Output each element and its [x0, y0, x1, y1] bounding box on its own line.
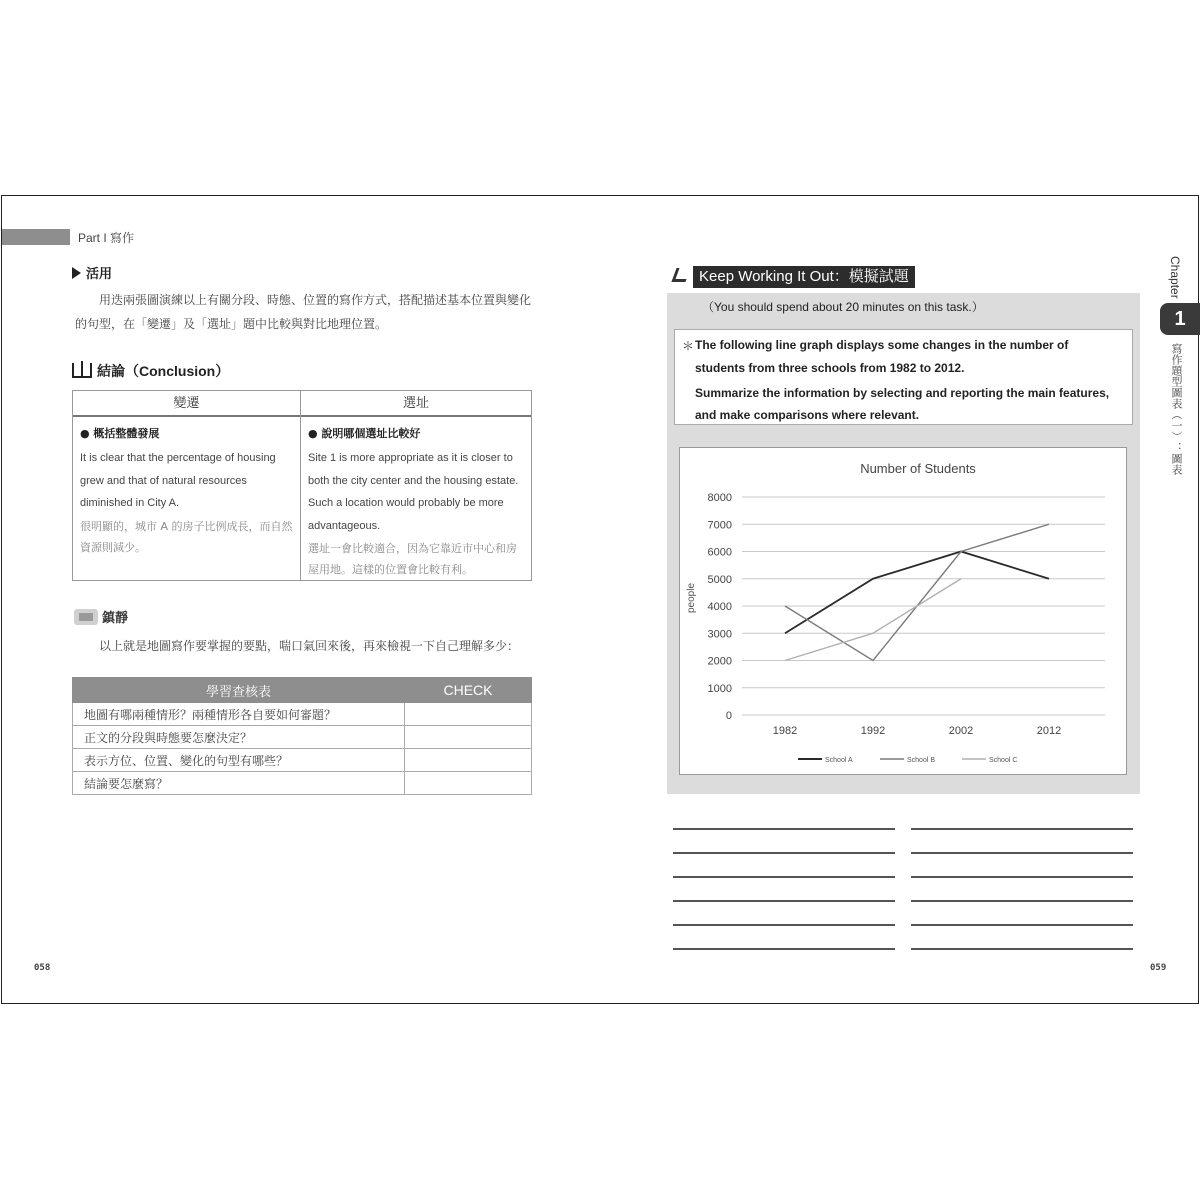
- series-line: [785, 579, 961, 661]
- calm-heading: [74, 607, 128, 626]
- checklist-item: 表示方位、位置、變化的句型有哪些？: [73, 749, 405, 772]
- conclusion-title: 結論（Conclusion）: [97, 363, 230, 379]
- column-bullet: ● 說明哪個選址比較好: [308, 427, 421, 440]
- x-tick-label: 2012: [1036, 725, 1062, 737]
- x-tick-label: 1982: [772, 725, 798, 737]
- table-row: [73, 726, 532, 749]
- y-tick-label: 8000: [707, 492, 732, 504]
- checklist-header-row: [73, 678, 532, 703]
- column-english: It is clear that the percentage of housing grew and that of natural resources diminished in City A.: [80, 452, 276, 509]
- checklist-item: 結論要怎麼寫？: [73, 772, 405, 795]
- column-chinese: 選址一會比較適合，因為它靠近市中心和房屋用地。這樣的位置會比較有利。: [308, 542, 517, 576]
- star-mark: ＊: [682, 339, 695, 353]
- checklist-item: 地圖有哪兩種情形？兩種情形各自要如何審題？: [73, 703, 405, 726]
- column-header: 變遷: [73, 391, 300, 417]
- y-tick-label: 6000: [707, 546, 732, 559]
- writing-lines-right: [911, 828, 1133, 972]
- page-number-right: 059: [1150, 963, 1167, 973]
- task-line: students from three schools from 1982 to 2012.: [695, 361, 965, 375]
- y-tick-label: 0: [725, 710, 732, 722]
- x-tick-label: 1992: [860, 725, 886, 737]
- apply-heading: [72, 263, 112, 282]
- y-tick-label: 5000: [707, 573, 732, 586]
- chapter-number: 1: [1160, 303, 1200, 335]
- legend-label: School A: [825, 757, 853, 764]
- writing-line: [911, 900, 1133, 902]
- checklist-table: [72, 677, 532, 795]
- column-header: 選址: [301, 391, 531, 417]
- column-english: Site 1 is more appropriate as it is closer to both the city center and the housing estate. Such a location would probably be more advantageous.: [308, 452, 519, 532]
- y-tick-label: 2000: [707, 655, 732, 668]
- line-chart: [679, 447, 1127, 775]
- task-line: and make comparisons where relevant.: [695, 408, 920, 422]
- header-bar: [2, 229, 70, 245]
- triangle-icon: [72, 267, 81, 279]
- chapter-label: Chapter: [1168, 256, 1182, 299]
- chapter-subtitle: 寫作題型圖表（一）：圖表: [1170, 343, 1183, 475]
- series-line: [785, 524, 1049, 660]
- writing-lines-left: [673, 828, 895, 972]
- y-tick-label: 4000: [707, 601, 732, 613]
- chart-svg: [680, 448, 1128, 776]
- y-tick-label: 7000: [707, 519, 732, 532]
- column-chinese: 很明顯的，城市 A 的房子比例成長，而自然資源則減少。: [80, 519, 293, 554]
- table-row: [73, 703, 532, 726]
- checklist-item: 正文的分段與時態要怎麼決定？: [73, 726, 405, 749]
- writing-line: [911, 948, 1133, 950]
- writing-line: [673, 876, 895, 878]
- checklist-header-item: 學習查核表: [73, 678, 405, 703]
- legend-label: School B: [907, 757, 936, 764]
- writing-line: [673, 828, 895, 830]
- book-spread: [1, 195, 1199, 1004]
- check-cell: [405, 772, 532, 795]
- task-box: [674, 329, 1133, 425]
- calm-title: 鎮靜: [102, 611, 129, 626]
- chart-title: Number of Students: [860, 461, 976, 476]
- writing-line: [673, 948, 895, 950]
- section-title: Keep Working It Out：模擬試題: [693, 266, 915, 288]
- checklist-header-check: CHECK: [405, 678, 532, 703]
- rest-icon: [74, 609, 98, 625]
- page-header: Part I 寫作: [78, 231, 135, 245]
- task-line: Summarize the information by selecting and reporting the main features,: [695, 386, 1110, 400]
- y-tick-label: 1000: [707, 682, 732, 695]
- conclusion-table: [72, 390, 532, 581]
- column-bullet: ● 概括整體發展: [80, 427, 160, 440]
- calm-paragraph: 以上就是地圖寫作要掌握的要點，喘口氣回來後，再來檢視一下自己理解多少：: [99, 639, 520, 653]
- writing-line: [673, 900, 895, 902]
- series-line: [785, 552, 1049, 634]
- check-cell: [405, 703, 532, 726]
- y-axis-label: people: [686, 582, 697, 614]
- instruction: （You should spend about 20 minutes on this task.）: [702, 300, 984, 314]
- apply-paragraph: 用迭兩張圖演練以上有關分段、時態、位置的寫作方式，搭配描述基本位置與變化的句型，在「變遷」及「選址」題中比較與對比地理位置。: [75, 293, 532, 331]
- check-cell: [405, 726, 532, 749]
- y-tick-label: 3000: [707, 628, 732, 641]
- book-icon: [72, 363, 92, 378]
- pen-icon: [671, 268, 690, 282]
- writing-line: [673, 852, 895, 854]
- conclusion-column-change: [73, 391, 301, 580]
- table-row: [73, 749, 532, 772]
- writing-line: [911, 876, 1133, 878]
- legend-label: School C: [989, 757, 1018, 764]
- task-line: The following line graph displays some changes in the number of: [695, 338, 1069, 352]
- x-tick-label: 2002: [948, 725, 974, 737]
- writing-line: [911, 828, 1133, 830]
- conclusion-column-site: [301, 391, 531, 580]
- writing-line: [911, 924, 1133, 926]
- apply-title: 活用: [86, 267, 113, 282]
- writing-line: [673, 924, 895, 926]
- conclusion-heading: [72, 361, 229, 381]
- check-cell: [405, 749, 532, 772]
- table-row: [73, 772, 532, 795]
- writing-line: [911, 852, 1133, 854]
- page-number-left: 058: [34, 963, 51, 973]
